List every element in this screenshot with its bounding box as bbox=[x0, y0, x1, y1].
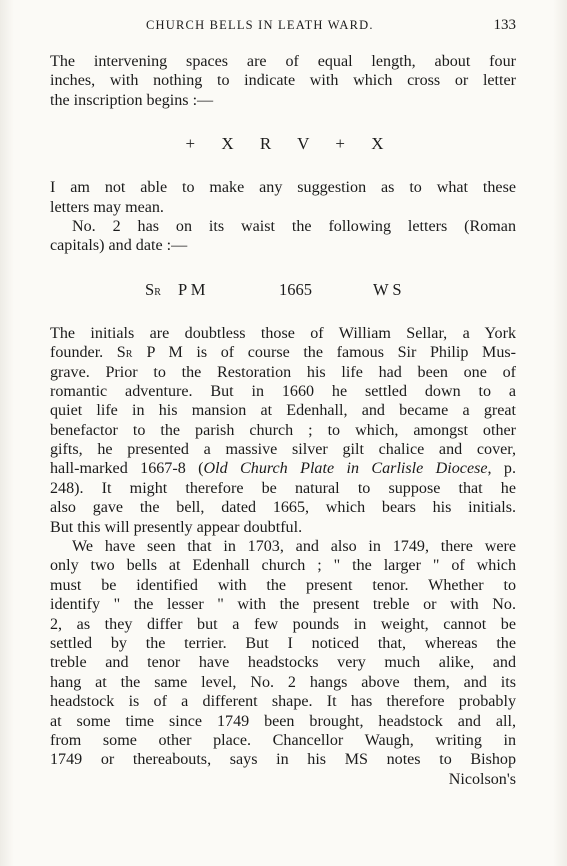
inscription-ws: W S bbox=[373, 279, 402, 299]
text-line: identify " the lesser " with the present treble or with No. bbox=[50, 596, 516, 614]
text-line: We have seen that in 1703, and also in 1749, there were bbox=[72, 538, 516, 556]
text-line: romantic adventure. But in 1660 he settled down to a bbox=[50, 382, 516, 400]
text-line: I am not able to make any suggestion as to what these bbox=[50, 179, 516, 197]
body-text bbox=[50, 52, 516, 789]
spacer bbox=[50, 256, 516, 278]
inscription-pm: P M bbox=[178, 279, 206, 299]
text-line: only two bells at Edenhall church ; " the larger " of which bbox=[50, 557, 516, 575]
text-line: 248). It might therefore be natural to suppose that he bbox=[50, 479, 516, 497]
text-line: also gave the bell, dated 1665, which bears his initials. bbox=[50, 499, 516, 517]
page-header bbox=[50, 18, 516, 38]
text-line: The initials are doubtless those of William Sellar, a York bbox=[50, 324, 516, 342]
inscription-date: 1665 bbox=[279, 279, 312, 299]
inscription-r: R bbox=[125, 349, 133, 361]
inscription-s: S bbox=[116, 344, 126, 362]
catchword: Nicolson's bbox=[448, 770, 516, 788]
inscription-r: R bbox=[154, 286, 162, 298]
text-line bbox=[50, 459, 516, 478]
text-line: must be identified with the present tenor. Whether to bbox=[50, 576, 516, 594]
page-number: 133 bbox=[493, 17, 516, 33]
text-line: capitals) and date :— bbox=[50, 237, 188, 255]
running-head: CHURCH BELLS IN LEATH WARD. bbox=[146, 18, 374, 32]
spacer bbox=[50, 110, 516, 132]
text-line: benefactor to the parish church ; to which, amongst other bbox=[50, 421, 516, 439]
text-line: grave. Prior to the Restoration his life had been one of bbox=[50, 363, 516, 381]
text-fragment: , p. bbox=[487, 460, 516, 478]
text-line: letters may mean. bbox=[50, 198, 164, 216]
text-line: at some time since 1749 been brought, headstock and all, bbox=[50, 712, 516, 730]
text-line: gifts, he presented a massive silver gilt chalice and cover, bbox=[50, 441, 516, 459]
text-line: 1749 or thereabouts, says in his MS notes to Bishop bbox=[50, 751, 516, 769]
book-title: Old Church Plate in Carlisle Diocese bbox=[203, 460, 488, 478]
text-line: settled by the terrier. But I noticed that, whereas the bbox=[50, 634, 516, 652]
text-fragment: founder. bbox=[50, 344, 104, 362]
text-line: hang at the same level, No. 2 hangs above them, and its bbox=[50, 673, 516, 691]
text-line: No. 2 has on its waist the following letters (Roman bbox=[72, 217, 516, 235]
text-line: The intervening spaces are of equal length, about four bbox=[50, 53, 516, 70]
text-line: from some other place. Chancellor Waugh, writing in bbox=[50, 731, 516, 749]
text-line: inches, with nothing to indicate with which cross or letter bbox=[50, 72, 516, 90]
bell-inscription bbox=[50, 278, 516, 302]
text-line: the inscription begins :— bbox=[50, 91, 214, 109]
text-line: treble and tenor have headstocks very much alike, and bbox=[50, 654, 516, 672]
text-line: quiet life in his mansion at Edenhall, and became a great bbox=[50, 402, 516, 420]
inscription-sr bbox=[145, 278, 161, 305]
cross-letter-inscription: + X R V + X bbox=[185, 134, 395, 154]
text-fragment: hall-marked 1667-8 ( bbox=[50, 460, 204, 478]
text-line: But this will presently appear doubtful. bbox=[50, 518, 303, 536]
spacer bbox=[50, 156, 516, 178]
inscription-s: S bbox=[145, 279, 155, 299]
text-line: headstock is of a different shape. It has therefore probably bbox=[50, 693, 516, 711]
spacer bbox=[50, 302, 516, 324]
text-fragment: P M is of course the famous Sir Philip Mus- bbox=[146, 344, 516, 362]
text-line: 2, as they differ but a few pounds in weight, cannot be bbox=[50, 615, 516, 633]
text-line bbox=[50, 343, 516, 362]
